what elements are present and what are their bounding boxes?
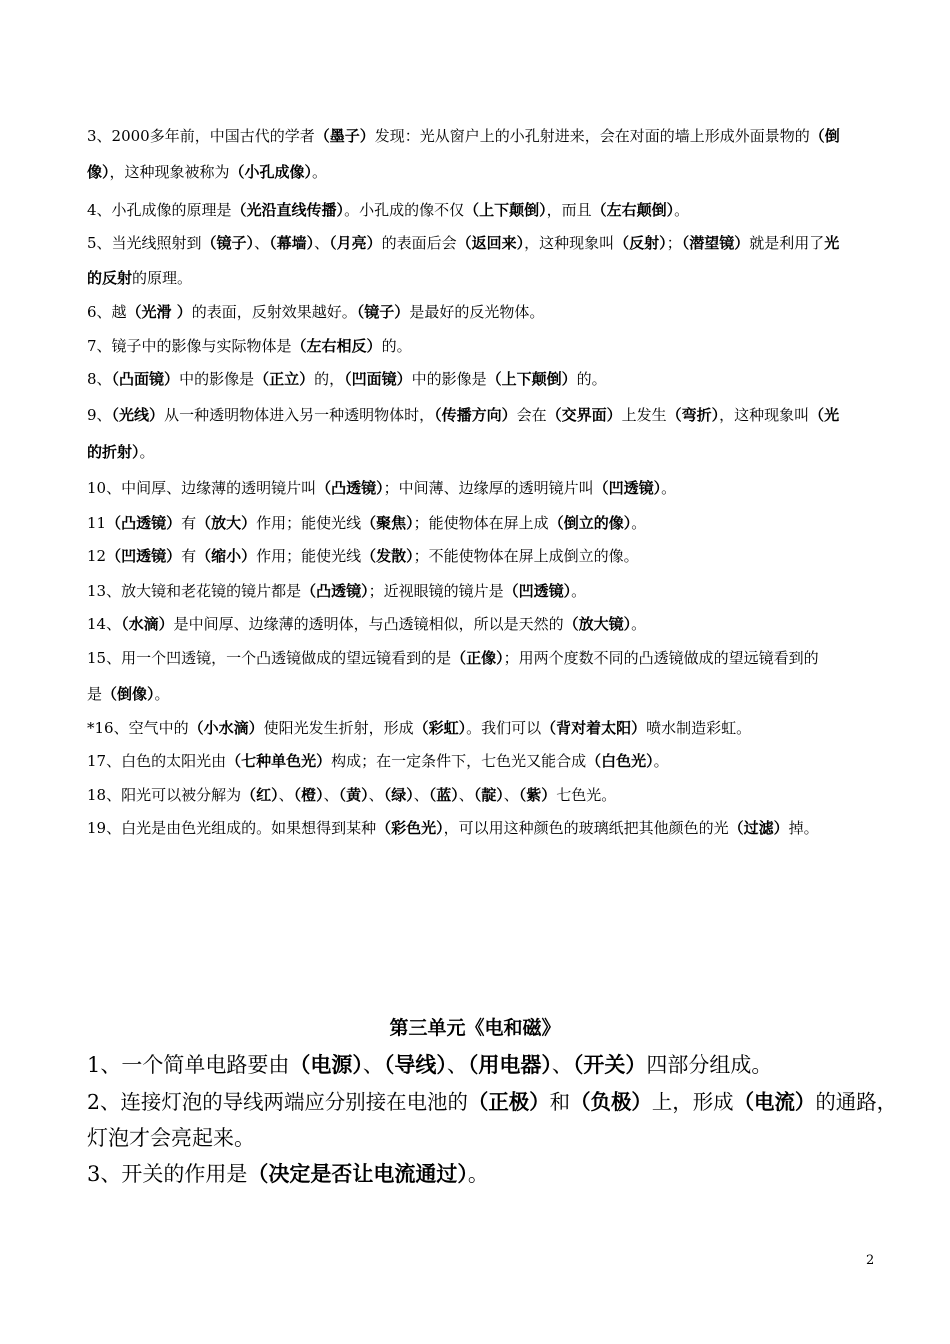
statement-text: 1、一个简单电路要由	[87, 1053, 290, 1077]
statement-text: 、	[551, 1053, 573, 1077]
answer-text: （弯折）	[666, 406, 720, 424]
page-number: 2	[866, 1253, 875, 1268]
statement-text: 11	[87, 514, 107, 532]
statement-text: 3、2000多年前，中国古代的学者	[87, 127, 315, 145]
answer-text: （光	[809, 406, 840, 424]
statement-text: ；不能使物体在屏上成倒立的像。	[413, 547, 639, 565]
answer-text: （负极）	[570, 1090, 652, 1114]
statement-text: 、	[278, 786, 294, 804]
answer-text: （凹透镜）	[106, 547, 182, 565]
answer-text: （上下颠倒）	[464, 201, 547, 219]
statement-text: 。	[631, 615, 647, 633]
answer-text: （七种单色光）	[226, 752, 332, 770]
statement-text: 、	[314, 234, 330, 252]
statement-text: 12	[87, 547, 107, 565]
statement-text: 。	[674, 201, 690, 219]
answer-text: （正立）	[254, 370, 315, 388]
answer-text: （月亮）	[329, 234, 382, 252]
statement-text: 中的影像是	[411, 370, 487, 388]
answer-text: 的折射）	[87, 443, 140, 461]
answer-text: （凸透镜）	[301, 582, 369, 600]
statement-text: 有	[181, 514, 197, 532]
statement-text: 从一种透明物体进入另一种透明物体时，	[164, 406, 435, 424]
answer-text: （电流）	[733, 1090, 816, 1114]
list-item-line	[87, 478, 676, 498]
list-item-line	[87, 614, 646, 634]
list-item-line	[87, 513, 646, 533]
answer-text: （黄）	[338, 786, 369, 804]
statement-text: 的。	[381, 337, 412, 355]
statement-text: 13、放大镜和老花镜的镜片都是	[87, 582, 302, 600]
list-item-line	[87, 200, 689, 220]
answer-text: （彩色光）	[376, 819, 444, 837]
answer-text: （镜子）	[201, 234, 255, 252]
answer-text: （背对着太阳）	[541, 719, 647, 737]
statement-text: 的表面，反射效果越好。	[191, 303, 357, 321]
statement-text: 8、	[87, 370, 112, 388]
statement-text: 。	[312, 163, 328, 181]
statement-text: 3、开关的作用是	[87, 1162, 248, 1186]
answer-text: （倒立的像）	[548, 514, 632, 532]
statement-text: 中的影像是	[179, 370, 255, 388]
answer-text: （导线）	[383, 1052, 447, 1077]
statement-text: 喷水制造彩虹。	[646, 719, 752, 737]
statement-text: 有	[181, 547, 197, 565]
answer-text: （幕墙）	[269, 234, 315, 252]
answer-text: 的反射	[87, 269, 133, 287]
statement-text: 的原理。	[132, 269, 193, 287]
statement-text: *16、空气中的	[87, 719, 189, 737]
answer-text: 光	[824, 234, 840, 252]
statement-text: 是	[87, 685, 103, 703]
answer-text: （凸透镜）	[316, 479, 384, 497]
answer-text: （彩虹）	[413, 719, 467, 737]
answer-text: （绿）	[383, 786, 414, 804]
answer-text: （潜望镜）	[681, 234, 750, 252]
answer-text: （光沿直线传播）	[231, 201, 345, 219]
statement-text: 是最好的反光物体。	[409, 303, 545, 321]
answer-text: （放大镜）	[563, 615, 632, 633]
statement-text: 四部分组成。	[646, 1053, 773, 1077]
list-item-line	[87, 1050, 772, 1080]
statement-text: 是中间厚、边缘薄的透明体，与凸透镜相似，所以是天然的	[173, 615, 564, 633]
answer-text: （镜子）	[356, 303, 410, 321]
answer-text: （水滴）	[121, 615, 174, 633]
list-item-line	[87, 751, 669, 771]
answer-text: （蓝）	[428, 786, 459, 804]
answer-text: （开关）	[572, 1052, 647, 1077]
statement-text: 19、白光是由色光组成的。如果想得到某种	[87, 819, 377, 837]
statement-text: ，而且	[546, 201, 592, 219]
answer-text: （过滤）	[728, 819, 789, 837]
statement-text: 。	[154, 685, 170, 703]
answer-text: （左右相反）	[291, 337, 382, 355]
answer-text: （凸面镜）	[111, 370, 180, 388]
answer-text: （光线）	[111, 406, 165, 424]
list-item-line	[87, 1123, 255, 1153]
answer-text: （反射）	[614, 234, 667, 252]
statement-text: 上发生	[621, 406, 667, 424]
answer-text: （上下颠倒）	[486, 370, 577, 388]
answer-text: （小孔成像）	[229, 163, 313, 181]
list-item-line	[87, 405, 839, 425]
answer-text: （小水滴）	[188, 719, 264, 737]
statement-text: 、	[413, 786, 429, 804]
statement-text: ，这种现象叫	[719, 406, 810, 424]
statement-text: 9、	[87, 406, 112, 424]
answer-text: （放大）	[196, 514, 257, 532]
list-item-line	[87, 162, 327, 182]
answer-text: （凹透镜）	[593, 479, 662, 497]
statement-text: 、	[368, 786, 384, 804]
statement-text: 的，	[314, 370, 345, 388]
answer-text: 像）	[87, 163, 110, 181]
statement-text: 就是利用了	[749, 234, 825, 252]
statement-text: ，这种现象被称为	[109, 163, 230, 181]
list-item-line	[87, 1159, 489, 1189]
answer-text: （紫）	[518, 786, 557, 804]
answer-text: （凸透镜）	[106, 514, 182, 532]
list-item-line	[87, 1087, 897, 1117]
statement-text: 和	[549, 1090, 571, 1114]
answer-text: （光滑 ）	[126, 303, 192, 321]
statement-text: 。	[571, 582, 587, 600]
statement-text: 使阳光发生折射，形成	[263, 719, 414, 737]
statement-text: 17、白色的太阳光由	[87, 752, 227, 770]
list-item-line	[87, 336, 412, 356]
answer-text: （墨子）	[314, 127, 375, 145]
statement-text: 的通路，	[815, 1090, 898, 1114]
answer-text: （倒像）	[102, 685, 155, 703]
answer-text: （红）	[241, 786, 279, 804]
statement-text: ；中间薄、边缘厚的透明镜片叫	[383, 479, 594, 497]
list-item-line	[87, 302, 544, 322]
answer-text: （左右颠倒）	[591, 201, 675, 219]
statement-text: 。	[653, 752, 669, 770]
statement-text: ；能使物体在屏上成	[413, 514, 549, 532]
statement-text: 会在	[516, 406, 547, 424]
list-item-line	[87, 648, 819, 668]
answer-text: （白色光）	[586, 752, 654, 770]
list-item-line	[87, 785, 616, 805]
answer-text: （倒	[809, 127, 840, 145]
list-item-line	[87, 369, 607, 389]
statement-text: ，可以用这种颜色的玻璃纸把其他颜色的光	[443, 819, 729, 837]
statement-text: 18、阳光可以被分解为	[87, 786, 242, 804]
statement-text: 构成；在一定条件下，七色光又能合成	[331, 752, 587, 770]
statement-text: 6、越	[87, 303, 127, 321]
statement-text: 14、	[87, 615, 122, 633]
answer-text: （发散）	[361, 547, 414, 565]
statement-text: 5、当光线照射到	[87, 234, 202, 252]
list-item-line	[87, 581, 586, 601]
list-item-line	[87, 268, 192, 288]
answer-text: （交界面）	[546, 406, 622, 424]
answer-text: （决定是否让电流通过）	[247, 1161, 468, 1186]
answer-text: （正像）	[451, 649, 504, 667]
statement-text: 。	[139, 443, 155, 461]
statement-text: 、	[458, 786, 474, 804]
statement-text: 。	[631, 514, 647, 532]
list-item-line	[87, 546, 639, 566]
statement-text: 作用；能使光线	[256, 514, 362, 532]
answer-text: （正极）	[467, 1090, 550, 1114]
list-item-line	[87, 442, 155, 462]
answer-text: （橙）	[293, 786, 324, 804]
answer-text: （聚焦）	[361, 514, 414, 532]
statement-text: 、	[362, 1053, 384, 1077]
list-item-line	[87, 718, 751, 738]
list-item-line	[87, 684, 170, 704]
statement-text: 七色光。	[556, 786, 617, 804]
statement-text: 。小孔成的像不仅	[344, 201, 465, 219]
statement-text: 。	[661, 479, 677, 497]
answer-text: （凹透镜）	[503, 582, 572, 600]
statement-text: ；	[666, 234, 682, 252]
statement-text: 的。	[576, 370, 607, 388]
statement-text: ，这种现象叫	[524, 234, 615, 252]
statement-text: 、	[323, 786, 339, 804]
list-item-line	[87, 126, 840, 146]
unit3-heading: 第三单元《电和磁》	[389, 1017, 561, 1039]
statement-text: ；用两个度数不同的凸透镜做成的望远镜看到的	[503, 649, 819, 667]
statement-text: 、	[254, 234, 270, 252]
statement-text: 作用；能使光线	[256, 547, 362, 565]
statement-text: 掉。	[788, 819, 819, 837]
list-item-line	[87, 233, 839, 253]
statement-text: 灯泡才会亮起来。	[87, 1126, 255, 1150]
statement-text: 、	[503, 786, 519, 804]
statement-text: 10、中间厚、边缘薄的透明镜片叫	[87, 479, 317, 497]
answer-text: （返回来）	[456, 234, 525, 252]
statement-text: 4、小孔成像的原理是	[87, 201, 232, 219]
statement-text: ；近视眼镜的镜片是	[368, 582, 504, 600]
statement-text: 的表面后会	[381, 234, 457, 252]
answer-text: （传播方向）	[434, 406, 517, 424]
answer-text: （凹面镜）	[344, 370, 412, 388]
list-item-line	[87, 818, 819, 838]
answer-text: （用电器）	[467, 1052, 552, 1077]
answer-text: （靛）	[473, 786, 504, 804]
statement-text: 15、用一个凹透镜，一个凸透镜做成的望远镜看到的是	[87, 649, 452, 667]
answer-text: （电源）	[289, 1052, 363, 1077]
statement-text: 7、镜子中的影像与实际物体是	[87, 337, 292, 355]
statement-text: 、	[446, 1053, 468, 1077]
statement-text: 上，形成	[651, 1090, 734, 1114]
answer-text: （缩小）	[196, 547, 257, 565]
statement-text: 发现：光从窗户上的小孔射进来，会在对面的墙上形成外面景物的	[374, 127, 810, 145]
statement-text: 。	[467, 1162, 489, 1186]
statement-text: 2、连接灯泡的导线两端应分别接在电池的	[87, 1090, 468, 1114]
statement-text: 。我们可以	[466, 719, 542, 737]
